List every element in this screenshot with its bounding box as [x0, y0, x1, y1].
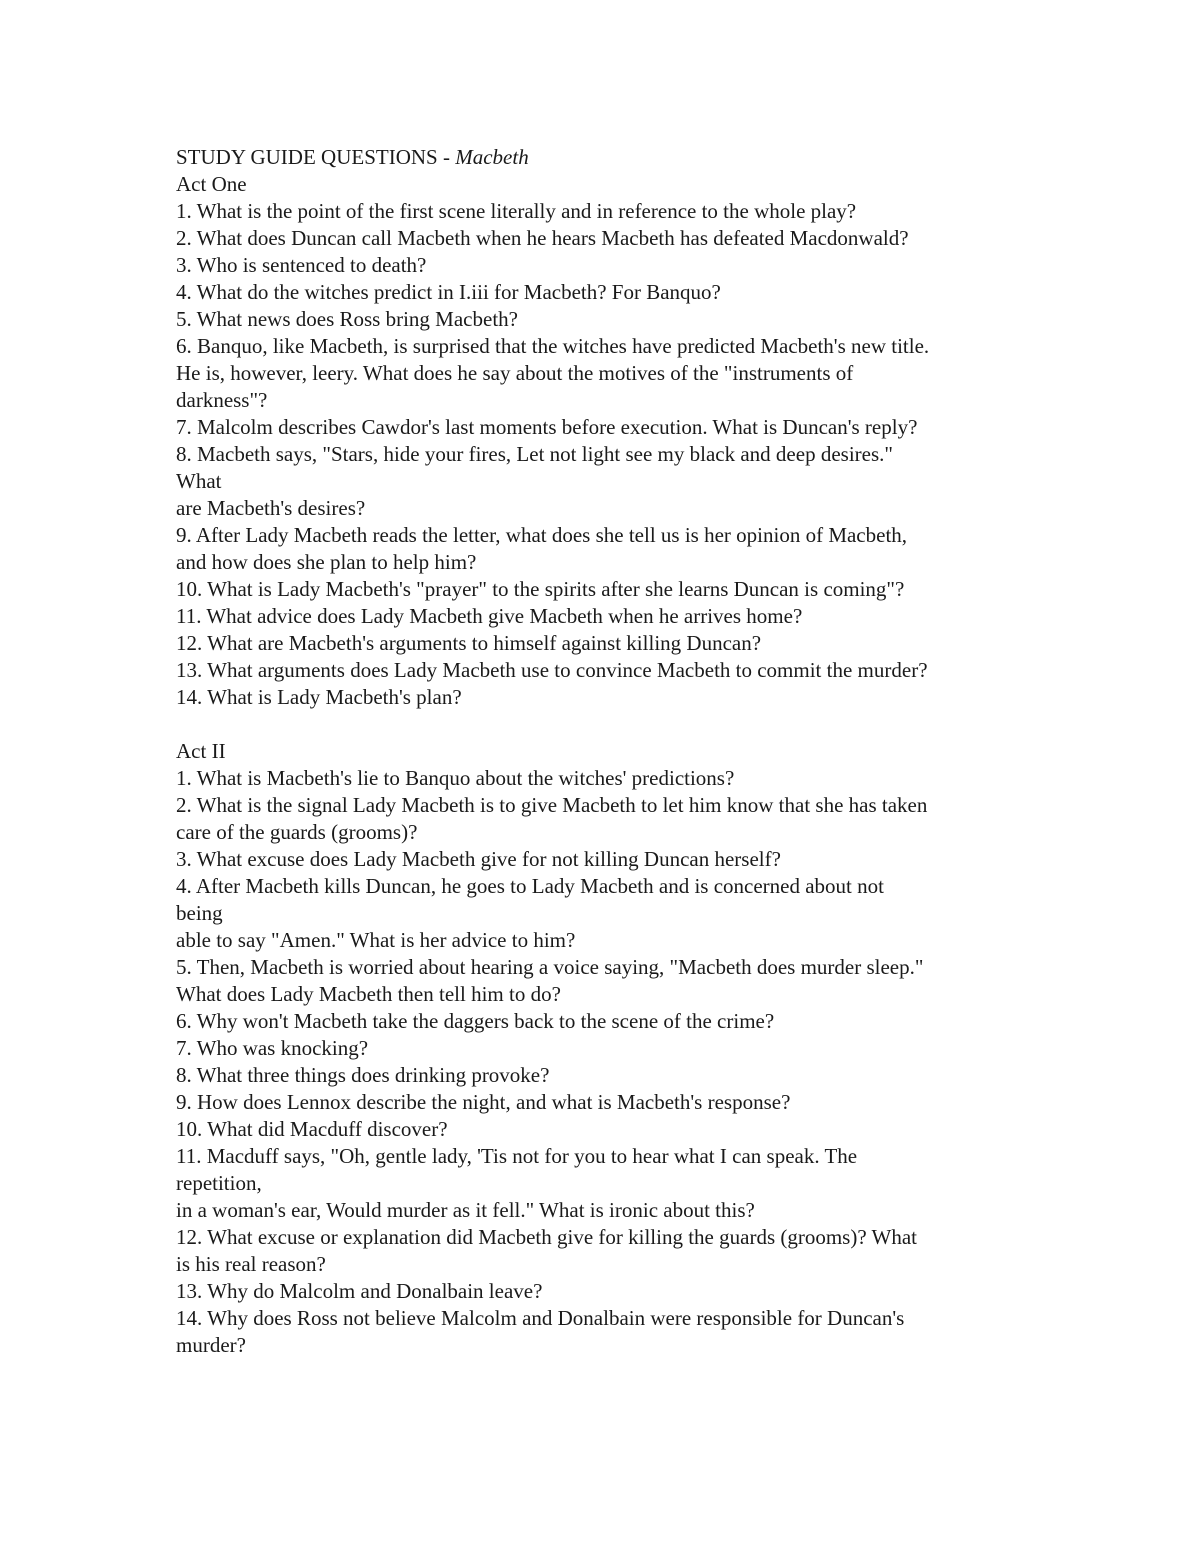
question-line: He is, however, leery. What does he say about the motives of the "instruments of	[176, 361, 854, 385]
question-line: 12. What excuse or explanation did Macbeth give for killing the guards (grooms)? What	[176, 1225, 918, 1249]
question-line: 1. What is the point of the first scene literally and in reference to the whole play?	[176, 199, 857, 223]
question-line: 1. What is Macbeth's lie to Banquo about the witches' predictions?	[176, 766, 735, 790]
question-line: being	[176, 901, 223, 925]
question-line: 13. What arguments does Lady Macbeth use to convince Macbeth to commit the murder?	[176, 658, 928, 682]
question-line: 14. Why does Ross not believe Malcolm and Donalbain were responsible for Duncan's	[176, 1306, 905, 1330]
question-line: 3. Who is sentenced to death?	[176, 253, 427, 277]
question-line: 10. What did Macduff discover?	[176, 1117, 448, 1141]
question-line: 8. What three things does drinking provoke?	[176, 1063, 550, 1087]
question-line: 8. Macbeth says, "Stars, hide your fires, Let not light see my black and deep desires."	[176, 442, 893, 466]
question-line: 12. What are Macbeth's arguments to himself against killing Duncan?	[176, 631, 762, 655]
question-line: 10. What is Lady Macbeth's "prayer" to the spirits after she learns Duncan is coming"?	[176, 577, 905, 601]
question-line: darkness"?	[176, 388, 268, 412]
question-line: 7. Who was knocking?	[176, 1036, 369, 1060]
question-line: 9. After Lady Macbeth reads the letter, what does she tell us is her opinion of Macbeth,	[176, 523, 908, 547]
question-line: 2. What does Duncan call Macbeth when he hears Macbeth has defeated Macdonwald?	[176, 226, 909, 250]
question-line: 6. Banquo, like Macbeth, is surprised that the witches have predicted Macbeth's new title.	[176, 334, 930, 358]
title-prefix: STUDY GUIDE QUESTIONS -	[176, 145, 456, 169]
question-line: 11. What advice does Lady Macbeth give Macbeth when he arrives home?	[176, 604, 803, 628]
question-line: 14. What is Lady Macbeth's plan?	[176, 685, 462, 709]
question-line: and how does she plan to help him?	[176, 550, 477, 574]
question-line: 6. Why won't Macbeth take the daggers back to the scene of the crime?	[176, 1009, 775, 1033]
question-line: is his real reason?	[176, 1252, 326, 1276]
title-work: Macbeth	[455, 145, 529, 169]
act-two-questions	[176, 765, 1036, 1359]
question-line: What	[176, 469, 222, 493]
question-line: are Macbeth's desires?	[176, 496, 366, 520]
question-line: 11. Macduff says, "Oh, gentle lady, 'Tis not for you to hear what I can speak. The	[176, 1144, 858, 1168]
question-line: 2. What is the signal Lady Macbeth is to give Macbeth to let him know that she has taken	[176, 793, 928, 817]
question-line: able to say "Amen." What is her advice to him?	[176, 928, 576, 952]
section-spacer	[176, 711, 1036, 738]
act-one-questions	[176, 198, 1036, 711]
question-line: 7. Malcolm describes Cawdor's last moments before execution. What is Duncan's reply?	[176, 415, 918, 439]
question-line: 5. What news does Ross bring Macbeth?	[176, 307, 518, 331]
question-line: repetition,	[176, 1171, 262, 1195]
question-line: What does Lady Macbeth then tell him to do?	[176, 982, 561, 1006]
act-one-heading: Act One	[176, 172, 247, 196]
question-line: in a woman's ear, Would murder as it fell." What is ironic about this?	[176, 1198, 755, 1222]
question-line: murder?	[176, 1333, 246, 1357]
question-line: care of the guards (grooms)?	[176, 820, 418, 844]
document-title	[176, 144, 1036, 171]
question-line: 13. Why do Malcolm and Donalbain leave?	[176, 1279, 543, 1303]
document-page	[176, 144, 1036, 1359]
question-line: 4. After Macbeth kills Duncan, he goes to Lady Macbeth and is concerned about not	[176, 874, 884, 898]
act-two-heading: Act II	[176, 739, 226, 763]
question-line: 9. How does Lennox describe the night, and what is Macbeth's response?	[176, 1090, 791, 1114]
question-line: 4. What do the witches predict in I.iii for Macbeth? For Banquo?	[176, 280, 721, 304]
question-line: 3. What excuse does Lady Macbeth give for not killing Duncan herself?	[176, 847, 781, 871]
question-line: 5. Then, Macbeth is worried about hearing a voice saying, "Macbeth does murder sleep."	[176, 955, 924, 979]
